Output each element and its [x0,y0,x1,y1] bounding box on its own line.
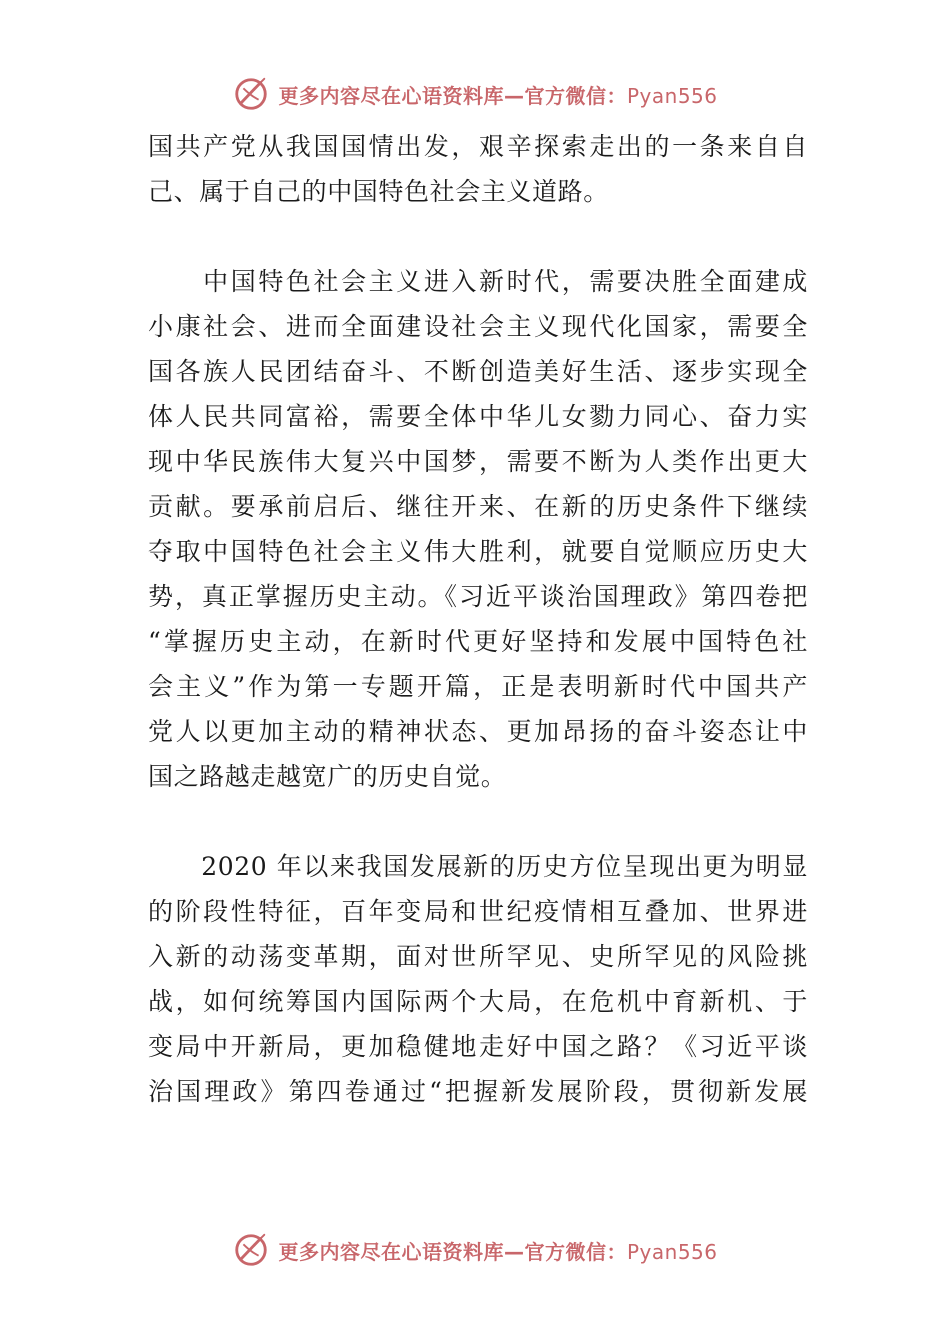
text-line: 势，真正掌握历史主动。《习近平谈治国理政》第四卷把 [148,582,808,611]
text-line: 己、属于自己的中国特色社会主义道路。 [148,177,609,206]
pen-ring-logo-icon [232,1231,270,1269]
watermark-label: 更多内容尽在心语资料库—官方微信： [278,1239,627,1264]
text-line: 国之路越走越宽广的历史自觉。 [148,762,507,791]
text-line: 治国理政》第四卷通过“把握新发展阶段，贯彻新发展 [148,1077,808,1106]
text-line: “掌握历史主动，在新时代更好坚持和发展中国特色社 [148,627,808,656]
pen-ring-logo-icon [232,75,270,113]
text-line: 变局中开新局，更加稳健地走好中国之路？《习近平谈 [148,1032,808,1061]
text-line: 战，如何统筹国内国际两个大局，在危机中育新机、于 [148,987,808,1016]
watermark-text [278,80,717,109]
paragraph [148,124,808,214]
text-line: 2020 年以来我国发展新的历史方位呈现出更为明显 [148,852,808,881]
text-line: 党人以更加主动的精神状态、更加昂扬的奋斗姿态让中 [148,717,808,746]
text-line: 中国特色社会主义进入新时代，需要决胜全面建成 [148,267,808,296]
paragraph-gap [148,799,808,844]
paragraph [148,844,808,1114]
text-line: 国共产党从我国国情出发，艰辛探索走出的一条来自自 [148,132,808,161]
text-line: 体人民共同富裕，需要全体中华儿女勠力同心、奋力实 [148,402,808,431]
header-watermark [0,72,950,116]
text-line: 的阶段性特征，百年变局和世纪疫情相互叠加、世界进 [148,897,808,926]
text-line: 会主义”作为第一专题开篇，正是表明新时代中国共产 [148,672,808,701]
paragraph-gap [148,214,808,259]
text-line: 国各族人民团结奋斗、不断创造美好生活、逐步实现全 [148,357,808,386]
text-line: 贡献。要承前启后、继往开来、在新的历史条件下继续 [148,492,808,521]
text-line: 入新的动荡变革期，面对世所罕见、史所罕见的风险挑 [148,942,808,971]
text-line: 小康社会、进而全面建设社会主义现代化国家，需要全 [148,312,808,341]
watermark-wechat-id: Pyan556 [626,83,718,108]
paragraph [148,259,808,799]
watermark-wechat-id: Pyan556 [626,1239,718,1264]
text-line: 夺取中国特色社会主义伟大胜利，就要自觉顺应历史大 [148,537,808,566]
footer-watermark [0,1228,950,1272]
document-body [148,124,808,1114]
watermark-label: 更多内容尽在心语资料库—官方微信： [278,83,627,108]
watermark-text [278,1236,717,1265]
text-line: 现中华民族伟大复兴中国梦，需要不断为人类作出更大 [148,447,808,476]
